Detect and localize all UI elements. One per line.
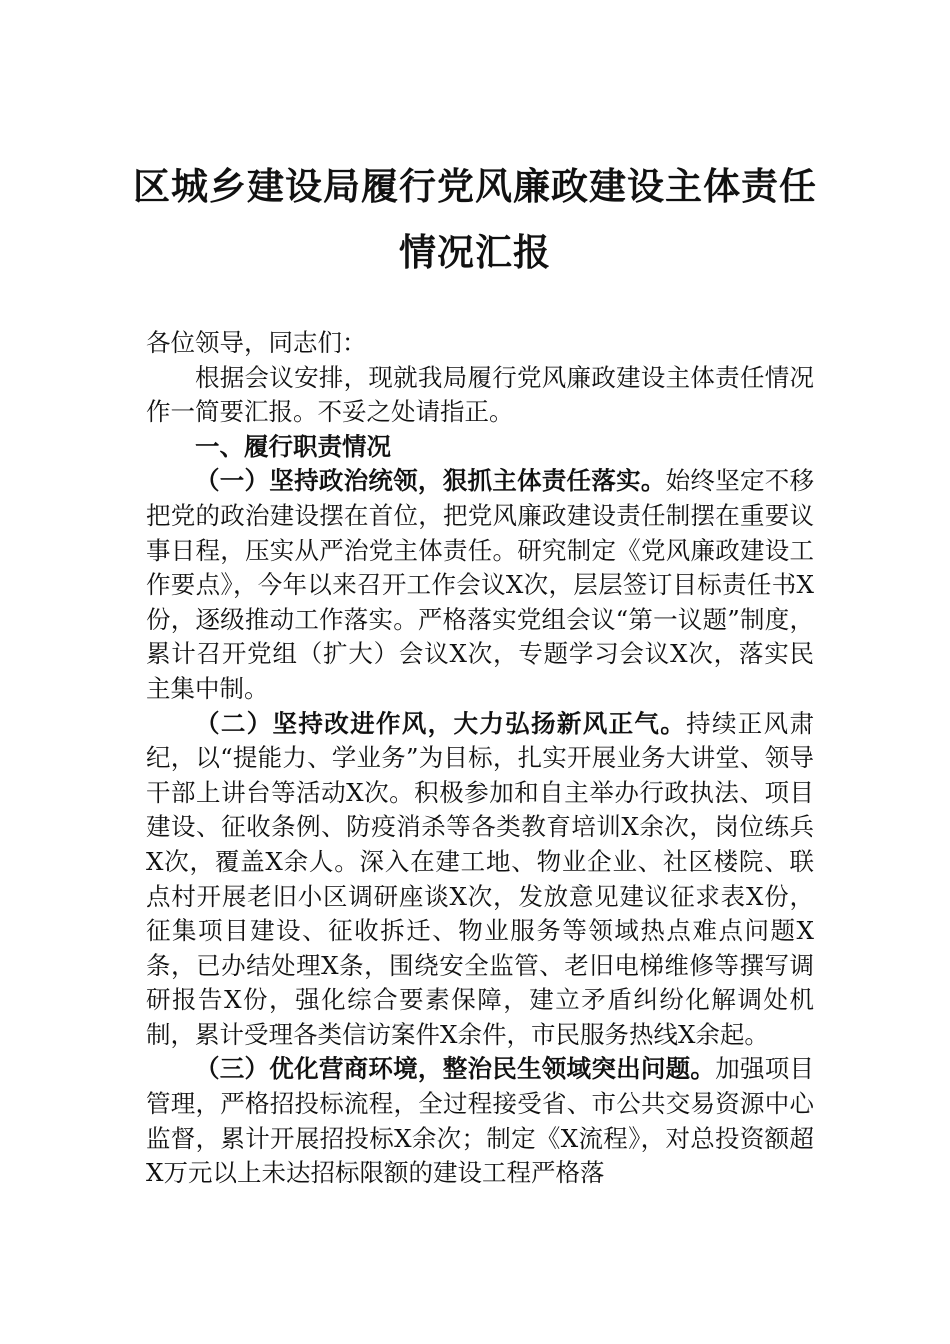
paragraph-2: [146, 707, 814, 1053]
paragraph-2-body: 持续正风肃纪，以“提能力、学业务”为目标，扎实开展业务大讲堂、领导干部上讲台等活动X次。积极参加和自主举办行政执法、项目建设、征收条例、防疫消杀等各类教育培训X余次，岗位练兵X次，覆盖X余人。深入在建工地、物业企业、社区楼院、联点村开展老旧小区调研座谈X次，发放意见建议征求表X份，征集项目建设、征收拆迁、物业服务等领域热点难点问题X条，已办结处理X条，围绕安全监管、老旧电梯维修等撰写调研报告X份，强化综合要素保障，建立矛盾纠纷化解调处机制，累计受理各类信访案件X余件，市民服务热线X余起。: [146, 708, 815, 1049]
document-title-line-1: 区城乡建设局履行党风廉政建设主体责任: [133, 164, 817, 208]
paragraph-3-heading: （三）优化营商环境，整治民生领域突出问题。: [195, 1054, 716, 1084]
paragraph-1-body: 始终坚定不移把党的政治建设摆在首位，把党风廉政建设责任制摆在重要议事日程，压实从严治党主体责任。研究制定《党风廉政建设工作要点》，今年以来召开工作会议X次，层层签订目标责任书X份，逐级推动工作落实。严格落实党组会议“第一议题”制度，累计召开党组（扩大）会议X次，专题学习会议X次，落实民主集中制。: [146, 466, 815, 703]
paragraph-3-body: 加强项目管理，严格招投标流程，全过程接受省、市公共交易资源中心监督，累计开展招投标X余次；制定《X流程》，对总投资额超X万元以上未达招标限额的建设工程严格落: [146, 1054, 814, 1188]
document-title-line-2: 情况汇报: [399, 230, 551, 274]
document-body: [146, 326, 814, 1191]
paragraph-3: [146, 1052, 814, 1190]
paragraph-1-heading: （一）坚持政治统领，狠抓主体责任落实。: [195, 466, 666, 496]
paragraph-2-heading: （二）坚持改进作风，大力弘扬新风正气。: [195, 708, 687, 738]
paragraph-1: [146, 464, 814, 706]
salutation: 各位领导，同志们：: [146, 328, 367, 357]
intro-paragraph: 根据会议安排，现就我局履行党风廉政建设主体责任情况作一简要汇报。不妥之处请指正。: [146, 362, 814, 427]
section-heading-1: 一、履行职责情况: [195, 431, 391, 461]
